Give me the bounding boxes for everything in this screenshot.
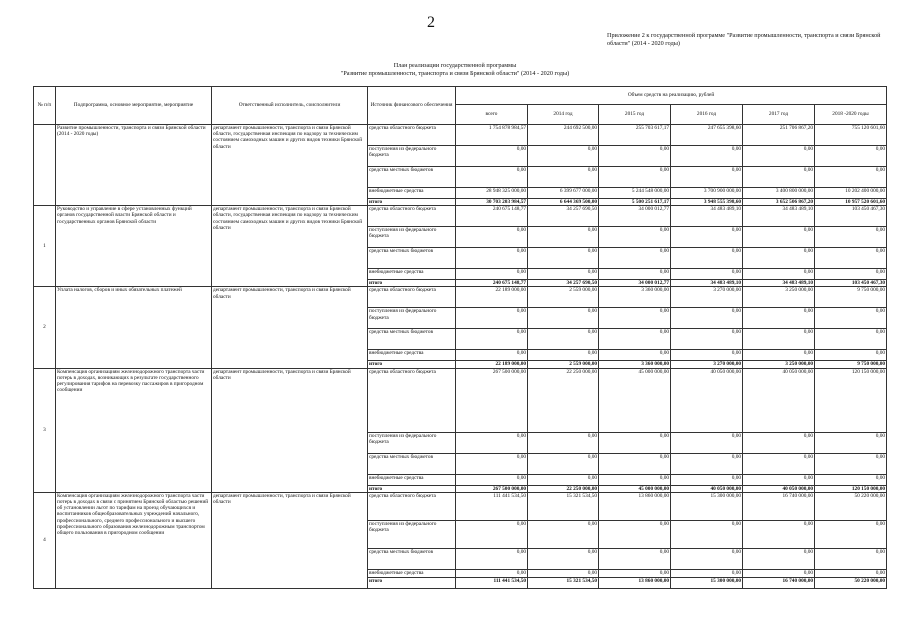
amount-cell: 0,00 (599, 329, 671, 350)
amount-cell: 120 150 000,00 (815, 485, 887, 492)
funding-source: средства областного бюджета (368, 125, 456, 146)
amount-cell: 3 700 900 000,00 (671, 188, 743, 199)
amount-cell: 0,00 (671, 227, 743, 248)
amount-cell: 0,00 (528, 350, 599, 361)
amount-cell: 0,00 (456, 548, 528, 569)
amount-cell: 22 189 000,00 (456, 287, 528, 308)
amount-cell: 0,00 (528, 269, 599, 280)
amount-cell: 34 483 489,10 (743, 206, 815, 227)
header-program: Подпрограмма, основное мероприятие, мероприятие (56, 87, 212, 125)
amount-cell: 0,00 (528, 520, 599, 548)
amount-cell: 0,00 (671, 474, 743, 485)
amount-cell: 0,00 (599, 432, 671, 453)
amount-cell: 111 441 534,50 (456, 577, 528, 588)
amount-cell: 0,00 (743, 520, 815, 548)
amount-cell: 0,00 (599, 474, 671, 485)
amount-cell: 0,00 (528, 569, 599, 577)
amount-cell: 103 450 467,30 (815, 280, 887, 287)
funding-source: внебюджетные средства (368, 569, 456, 577)
funding-source: внебюджетные средства (368, 188, 456, 199)
amount-cell: 34 257 690,50 (528, 206, 599, 227)
amount-cell: 240 675 148,77 (456, 280, 528, 287)
amount-cell: 0,00 (671, 308, 743, 329)
funding-source: поступления из федерального бюджета (368, 520, 456, 548)
amount-cell: 2 559 000,00 (528, 287, 599, 308)
header-row-1 (34, 87, 887, 105)
amount-cell: 45 000 000,00 (599, 368, 671, 432)
amount-cell: 1 754 878 984,57 (456, 125, 528, 146)
funding-source: итого (368, 485, 456, 492)
amount-cell: 3 652 506 867,20 (743, 199, 815, 206)
amount-cell: 50 220 000,00 (815, 577, 887, 588)
amount-cell: 6 644 369 500,00 (528, 199, 599, 206)
amount-cell: 0,00 (671, 350, 743, 361)
header-num: № п/п (34, 87, 56, 125)
amount-cell: 0,00 (456, 167, 528, 188)
program-name: Развитие промышленности, транспорта и связи Брянской области (2014 - 2020 годы) (56, 125, 212, 206)
amount-cell: 0,00 (743, 146, 815, 167)
plan-title-line2: "Развитие промышленности, транспорта и связи Брянской области" (2014 - 2020 годы) (340, 70, 570, 77)
amount-cell: 0,00 (599, 520, 671, 548)
amount-cell: 0,00 (456, 308, 528, 329)
amount-cell: 0,00 (528, 248, 599, 269)
funding-source: внебюджетные средства (368, 269, 456, 280)
amount-cell: 0,00 (456, 474, 528, 485)
amount-cell: 0,00 (671, 520, 743, 548)
amount-cell: 10 202 400 000,00 (815, 188, 887, 199)
header-executor: Ответственный исполнитель, соисполнители (212, 87, 368, 125)
amount-cell: 0,00 (599, 569, 671, 577)
amount-cell: 0,00 (743, 474, 815, 485)
header-year: 2015 год (599, 105, 671, 125)
funding-source: итого (368, 280, 456, 287)
program-name: Руководство и управление в сфере установленных функций органов государственной власти Брянской области и государственных органов Брянской области (56, 206, 212, 287)
amount-cell: 3 948 555 398,60 (671, 199, 743, 206)
amount-cell: 15 321 534,50 (528, 577, 599, 588)
source-row (34, 125, 887, 146)
amount-cell: 13 860 000,00 (599, 492, 671, 520)
amount-cell: 0,00 (815, 248, 887, 269)
amount-cell: 0,00 (743, 548, 815, 569)
amount-cell: 0,00 (599, 227, 671, 248)
amount-cell: 0,00 (671, 248, 743, 269)
amount-cell: 0,00 (671, 329, 743, 350)
amount-cell: 0,00 (456, 350, 528, 361)
amount-cell: 40 050 000,00 (743, 368, 815, 432)
amount-cell: 0,00 (528, 474, 599, 485)
amount-cell: 45 000 000,00 (599, 485, 671, 492)
amount-cell: 0,00 (456, 432, 528, 453)
amount-cell: 3 400 800 000,00 (743, 188, 815, 199)
source-row (34, 492, 887, 520)
header-year: всего (456, 105, 528, 125)
amount-cell: 34 257 690,50 (528, 280, 599, 287)
funding-source: средства местных бюджетов (368, 453, 456, 474)
amount-cell: 3 250 000,00 (743, 361, 815, 368)
amount-cell: 10 957 520 601,60 (815, 199, 887, 206)
amount-cell: 0,00 (599, 146, 671, 167)
amount-cell: 13 860 000,00 (599, 577, 671, 588)
funding-source: итого (368, 199, 456, 206)
amount-cell: 40 050 000,00 (743, 485, 815, 492)
amount-cell: 6 399 677 000,00 (528, 188, 599, 199)
amount-cell: 247 655 398,60 (671, 125, 743, 146)
amount-cell: 0,00 (528, 227, 599, 248)
amount-cell: 15 321 534,50 (528, 492, 599, 520)
amount-cell: 0,00 (599, 350, 671, 361)
amount-cell: 0,00 (743, 432, 815, 453)
amount-cell: 0,00 (743, 167, 815, 188)
amount-cell: 0,00 (743, 227, 815, 248)
executor-name: департамент промышленности, транспорта и связи Брянской области, государственная инспекция по надзору за техническим состоянием самоходных машин и других видов техники Брянской области (212, 206, 368, 287)
amount-cell: 2 559 000,00 (528, 361, 599, 368)
header-source: Источник финансового обеспечения (368, 87, 456, 125)
amount-cell: 34 000 012,77 (599, 280, 671, 287)
amount-cell: 0,00 (743, 269, 815, 280)
amount-cell: 0,00 (528, 308, 599, 329)
funding-source: поступления из федерального бюджета (368, 227, 456, 248)
amount-cell: 251 706 867,20 (743, 125, 815, 146)
amount-cell: 255 703 617,17 (599, 125, 671, 146)
funding-source: поступления из федерального бюджета (368, 432, 456, 453)
amount-cell: 3 360 000,00 (599, 361, 671, 368)
amount-cell: 0,00 (528, 548, 599, 569)
amount-cell: 15 300 000,00 (671, 577, 743, 588)
funding-source: средства местных бюджетов (368, 329, 456, 350)
program-name: Компенсация организациям железнодорожного транспорта части потерь в доходах в связи с принятием Брянской областью решений об установлении льгот по тарифам на проезд обучающихся и воспитанников общеобразовательных учреждений начального, профессионального, среднего профессионального и высшего профессионального образования железнодорожным транспортом общего пользования в пригородном сообщении (56, 492, 212, 588)
amount-cell: 0,00 (743, 329, 815, 350)
row-number: 2 (34, 287, 56, 368)
amount-cell: 0,00 (456, 146, 528, 167)
amount-cell: 0,00 (815, 269, 887, 280)
amount-cell: 34 483 489,10 (671, 280, 743, 287)
amount-cell: 0,00 (743, 453, 815, 474)
amount-cell: 15 300 000,00 (671, 492, 743, 520)
amount-cell: 244 692 500,00 (528, 125, 599, 146)
amount-cell: 16 740 000,00 (743, 577, 815, 588)
amount-cell: 0,00 (815, 432, 887, 453)
amount-cell: 0,00 (815, 329, 887, 350)
header-year: 2016 год (671, 105, 743, 125)
amount-cell: 0,00 (743, 248, 815, 269)
amount-cell: 0,00 (528, 432, 599, 453)
amount-cell: 0,00 (456, 520, 528, 548)
amount-cell: 0,00 (671, 569, 743, 577)
funding-source: итого (368, 361, 456, 368)
amount-cell: 0,00 (599, 248, 671, 269)
amount-cell: 120 150 000,00 (815, 368, 887, 432)
amount-cell: 111 441 534,50 (456, 492, 528, 520)
funding-source: итого (368, 577, 456, 588)
amount-cell: 0,00 (456, 569, 528, 577)
amount-cell: 34 000 012,77 (599, 206, 671, 227)
amount-cell: 0,00 (815, 520, 887, 548)
funding-source: поступления из федерального бюджета (368, 308, 456, 329)
amount-cell: 0,00 (528, 453, 599, 474)
amount-cell: 16 740 000,00 (743, 492, 815, 520)
amount-cell: 103 450 467,30 (815, 206, 887, 227)
amount-cell: 3 270 000,00 (671, 361, 743, 368)
executor-name: департамент промышленности, транспорта и связи Брянской области, государственная инспекция по надзору за техническим состоянием самоходных машин и других видов техники Брянской области (212, 125, 368, 206)
header-volume: Объем средств на реализацию, рублей (456, 87, 887, 105)
program-name: Компенсация организациям железнодорожного транспорта части потерь в доходах, возникающих в результате государственного регулирования тарифов на перевозку пассажиров в пригородном сообщении (56, 368, 212, 492)
header-year: 2017 год (743, 105, 815, 125)
amount-cell: 0,00 (599, 453, 671, 474)
plan-title-line1: План реализации государственной программы (393, 62, 517, 69)
amount-cell: 3 250 000,00 (743, 287, 815, 308)
amount-cell: 34 483 489,10 (743, 280, 815, 287)
amount-cell: 0,00 (456, 269, 528, 280)
amount-cell: 0,00 (599, 548, 671, 569)
program-name: Уплата налогов, сборов и иных обязательных платежей (56, 287, 212, 368)
amount-cell: 9 750 000,00 (815, 287, 887, 308)
amount-cell: 0,00 (528, 329, 599, 350)
amount-cell: 0,00 (671, 167, 743, 188)
amount-cell: 0,00 (815, 474, 887, 485)
amount-cell: 0,00 (671, 269, 743, 280)
amount-cell: 5 500 251 617,17 (599, 199, 671, 206)
row-number: 1 (34, 206, 56, 287)
amount-cell: 0,00 (456, 248, 528, 269)
funding-source: внебюджетные средства (368, 474, 456, 485)
funding-source: средства областного бюджета (368, 287, 456, 308)
executor-name: департамент промышленности, транспорта и связи Брянской области (212, 287, 368, 368)
page-number: 2 (427, 14, 435, 31)
amount-cell: 30 703 203 984,57 (456, 199, 528, 206)
amount-cell: 0,00 (599, 308, 671, 329)
funding-source: средства областного бюджета (368, 368, 456, 432)
funding-source: поступления из федерального бюджета (368, 146, 456, 167)
amount-cell: 22 250 000,00 (528, 485, 599, 492)
amount-cell: 5 244 548 000,00 (599, 188, 671, 199)
amount-cell: 0,00 (815, 548, 887, 569)
amount-cell: 0,00 (671, 432, 743, 453)
amount-cell: 0,00 (456, 227, 528, 248)
amount-cell: 0,00 (528, 167, 599, 188)
row-number: 3 (34, 368, 56, 492)
amount-cell: 3 360 000,00 (599, 287, 671, 308)
amount-cell: 0,00 (815, 146, 887, 167)
executor-name: департамент промышленности, транспорта и связи Брянской области (212, 492, 368, 588)
funding-source: средства местных бюджетов (368, 548, 456, 569)
row-number (34, 125, 56, 206)
amount-cell: 0,00 (671, 548, 743, 569)
amount-cell: 0,00 (815, 227, 887, 248)
executor-name: департамент промышленности, транспорта и связи Брянской области (212, 368, 368, 492)
amount-cell: 267 500 000,00 (456, 485, 528, 492)
amount-cell: 0,00 (456, 329, 528, 350)
amount-cell: 0,00 (743, 308, 815, 329)
header-year: 2014 год (528, 105, 599, 125)
amount-cell: 0,00 (671, 453, 743, 474)
amount-cell: 22 250 000,00 (528, 368, 599, 432)
amount-cell: 0,00 (671, 146, 743, 167)
amount-cell: 3 270 000,00 (671, 287, 743, 308)
amount-cell: 267 500 000,00 (456, 368, 528, 432)
funding-source: внебюджетные средства (368, 350, 456, 361)
amount-cell: 0,00 (456, 453, 528, 474)
amount-cell: 0,00 (743, 569, 815, 577)
amount-cell: 0,00 (815, 569, 887, 577)
funding-source: средства областного бюджета (368, 206, 456, 227)
amount-cell: 22 189 000,00 (456, 361, 528, 368)
amount-cell: 0,00 (815, 167, 887, 188)
header-year: 2018 -2020 годы (815, 105, 887, 125)
amount-cell: 0,00 (599, 269, 671, 280)
amount-cell: 755 120 601,60 (815, 125, 887, 146)
amount-cell: 34 483 489,10 (671, 206, 743, 227)
amount-cell: 40 050 000,00 (671, 485, 743, 492)
funding-source: средства местных бюджетов (368, 167, 456, 188)
amount-cell: 50 220 000,00 (815, 492, 887, 520)
source-row (34, 287, 887, 308)
appendix-note: Приложение 2 к государственной программе "Развитие промышленности, транспорта и связи Брянской области" (2014 - 2020 годы) (607, 32, 881, 47)
amount-cell: 28 948 325 000,00 (456, 188, 528, 199)
plan-title (300, 62, 610, 78)
amount-cell: 0,00 (815, 350, 887, 361)
amount-cell: 9 750 000,00 (815, 361, 887, 368)
plan-table (33, 86, 887, 589)
amount-cell: 40 050 000,00 (671, 368, 743, 432)
amount-cell: 0,00 (599, 167, 671, 188)
amount-cell: 240 675 148,77 (456, 206, 528, 227)
amount-cell: 0,00 (815, 453, 887, 474)
amount-cell: 0,00 (528, 146, 599, 167)
funding-source: средства областного бюджета (368, 492, 456, 520)
row-number: 4 (34, 492, 56, 588)
amount-cell: 0,00 (743, 350, 815, 361)
source-row (34, 206, 887, 227)
funding-source: средства местных бюджетов (368, 248, 456, 269)
amount-cell: 0,00 (815, 308, 887, 329)
source-row (34, 368, 887, 432)
